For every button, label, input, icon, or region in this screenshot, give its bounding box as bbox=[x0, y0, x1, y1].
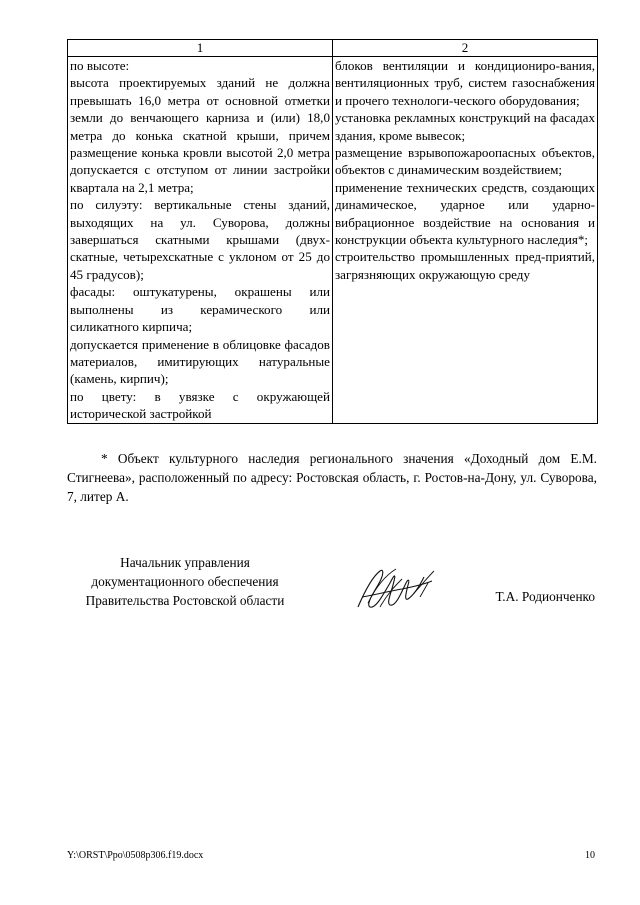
col1-paragraph: фасады: оштукатурены, окрашены или выполнены из керамического или силикатного кирпича; bbox=[70, 284, 330, 335]
handwritten-signature bbox=[350, 563, 440, 615]
footnote: * Объект культурного наследия регионального значения «Доходный дом Е.М. Стигнеева», расположенный по адресу: Ростовская область, г. Ростов-на-Дону, ул. Суворова, 7, литер А. bbox=[67, 451, 597, 504]
col1-paragraph: по цвету: в увязке с окружающей исторической застройкой bbox=[70, 388, 330, 422]
column-2-cell bbox=[333, 57, 598, 424]
column-1-cell bbox=[68, 57, 333, 424]
col2-paragraph: строительство промышленных пред-приятий, загрязняющих окружающую среду bbox=[335, 249, 595, 282]
page-number: 10 bbox=[585, 850, 595, 861]
col2-paragraph: размещение взрывопожароопасных объектов, объектов с динамическим воздействием; bbox=[335, 145, 595, 178]
col1-paragraph: допускается применение в облицовке фасадов материалов, имитирующих натуральные (камень, кирпич); bbox=[70, 336, 330, 387]
col2-paragraph: блоков вентиляции и кондициониро-вания, вентиляционных труб, систем газоснабжения и прочего технологи-ческого оборудования; bbox=[335, 58, 595, 108]
col2-paragraph: установка рекламных конструкций на фасадах здания, кроме вывесок; bbox=[335, 110, 595, 143]
signer-position bbox=[60, 553, 310, 610]
col1-paragraph: по высоте: bbox=[70, 58, 130, 73]
column-header-2: 2 bbox=[333, 40, 598, 57]
col1-paragraph: высота проектируемых зданий не должна превышать 16,0 метра от основной отметки земли до венчающего карниза и (или) 18,0 метра до конька скатной крыши, причем размещение конька кровли высотой 2,0 метра допускается с отступом от линии застройки квартала на 2,1 метра; bbox=[70, 75, 330, 195]
regulation-table bbox=[67, 39, 598, 424]
col2-paragraph: применение технических средств, создающих динамическое, ударное или ударно-вибрационное воздействие на основания и конструкции объекта культурного наследия*; bbox=[335, 179, 595, 248]
signer-name: Т.А. Родионченко bbox=[495, 589, 595, 604]
position-line: Правительства Ростовской области bbox=[85, 593, 285, 608]
col1-paragraph: по силуэту: вертикальные стены зданий, выходящих на ул. Суворова, должны завершаться скатными крышами (двух-скатные, четырехскатные с уклоном от 25 до 45 градусов); bbox=[70, 197, 330, 282]
position-line: Начальник управления bbox=[120, 555, 250, 570]
position-line: документационного обеспечения bbox=[91, 574, 279, 589]
column-header-1: 1 bbox=[68, 40, 333, 57]
file-path: Y:\ORST\Ppo\0508p306.f19.docx bbox=[67, 850, 204, 861]
